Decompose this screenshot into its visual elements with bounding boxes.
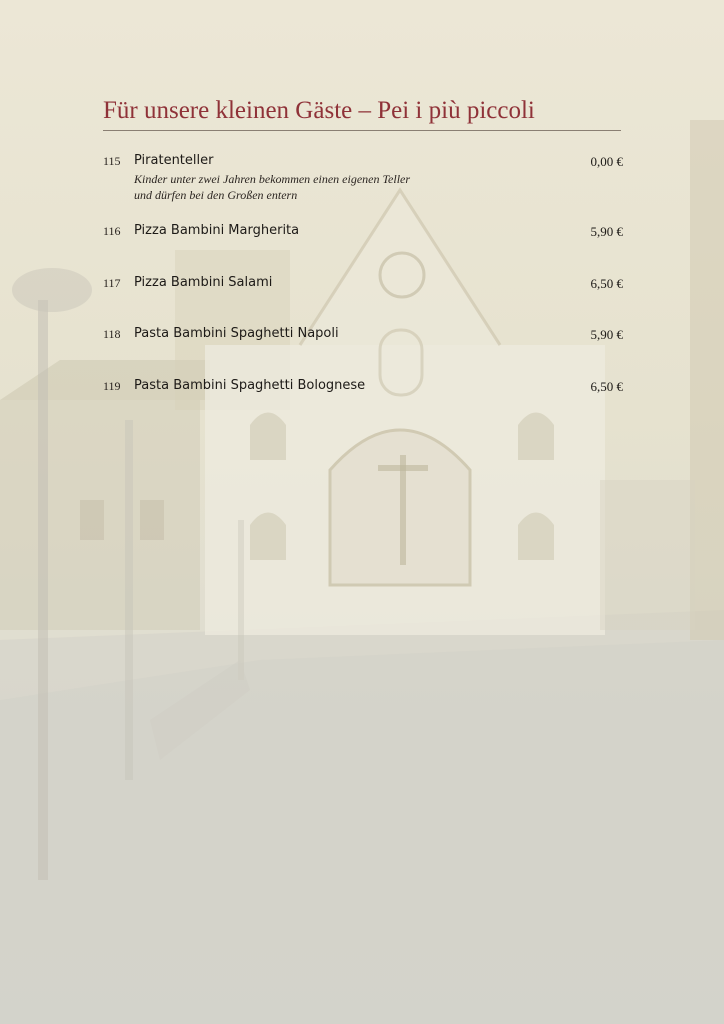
item-description <box>134 171 494 203</box>
item-name: Pasta Bambini Spaghetti Bolognese <box>134 378 366 393</box>
item-number: 118 <box>103 327 121 341</box>
item-description-line: und dürfen bei den Großen entern <box>134 188 298 202</box>
item-number: 119 <box>103 379 121 393</box>
item-price: 5,90 € <box>590 224 623 239</box>
item-price: 6,50 € <box>590 379 623 394</box>
item-description-line: Kinder unter zwei Jahren bekommen einen eigenen Teller <box>134 172 411 186</box>
title-divider <box>103 130 621 131</box>
item-number: 115 <box>103 154 121 168</box>
item-number: 116 <box>103 224 121 238</box>
item-name: Piratenteller <box>134 153 214 168</box>
item-price: 6,50 € <box>590 276 623 291</box>
item-number: 117 <box>103 276 121 290</box>
item-price: 5,90 € <box>590 327 623 342</box>
item-name: Pizza Bambini Salami <box>134 275 273 290</box>
item-price: 0,00 € <box>590 154 623 169</box>
menu-section-title: Für unsere kleinen Gäste – Pei i più piccoli <box>103 97 535 124</box>
item-name: Pasta Bambini Spaghetti Napoli <box>134 326 339 341</box>
item-name: Pizza Bambini Margherita <box>134 223 300 238</box>
